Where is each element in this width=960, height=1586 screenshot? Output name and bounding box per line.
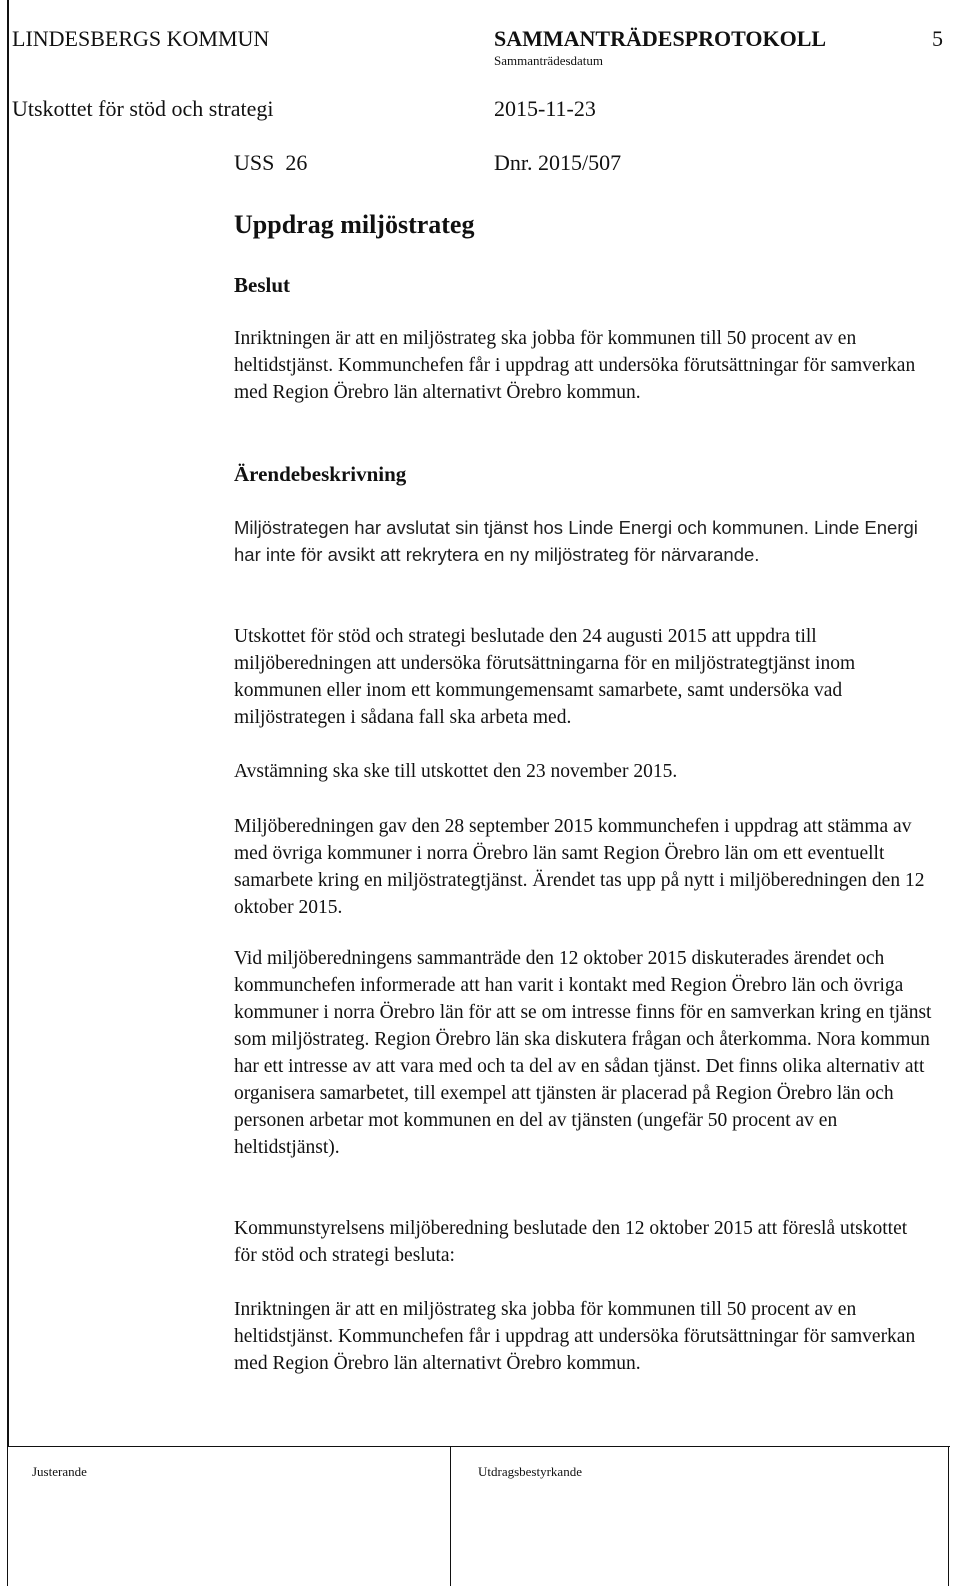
paragraph-uppdrag: Utskottet för stöd och strategi beslutade den 24 augusti 2015 att uppdra till miljöberedningen att undersöka förutsättningarna för en miljöstrategtjänst inom kommunen eller inom ett kommungemensamt samarbete, samt undersöka vad miljöstrategen i sådana fall ska arbeta med. [234,626,856,728]
paragraph-sammantrade: Vid miljöberedningens sammanträde den 12 oktober 2015 diskuterades ärendet och kommunchefen informerade att han varit i kontakt med Region Örebro län och övriga kommuner i norra Örebro län för att se om intresse finns för en samverkan kring en tjänst som miljöstrateg. Region Örebro län ska diskutera frågan och återkomma. Nora kommun har ett intresse av att vara med och ta del av en sådan tjänst. Det finns olika alternativ att organisera samarbetet, till exempel att tjänsten är placerad på Region Örebro län och personen arbetar mot kommunen en del av tjänsten (ungefär 50 procent av en heltidstjänst). [234,948,932,1158]
beslut-text: Inriktningen är att en miljöstrateg ska jobba för kommunen till 50 procent av en heltidstjänst. Kommunchefen får i uppdrag att undersöka förutsättningar för samverkan med Region Örebro län alternativt Örebro kommun. [234,328,916,403]
date-label: Sammanträdesdatum [494,53,604,68]
paragraph-forslag: Kommunstyrelsens miljöberedning beslutade den 12 oktober 2015 att föreslå utskottet för stöd och strategi besluta: [234,1218,908,1266]
footer-justerande-label: Justerande [32,1464,87,1479]
diary-number: Dnr. 2015/507 [494,150,622,175]
page-title: Uppdrag miljöstrateg [234,210,475,239]
paragraph-miljoberedningen: Miljöberedningen gav den 28 september 2015 kommunchefen i uppdrag att stämma av med övriga kommuner i norra Örebro län samt Region Örebro län om ett eventuellt samarbete kring en miljöstrategtjänst. Ärendet tas upp på nytt i miljöberedningen den 12 oktober 2015. [234,816,925,918]
paragraph-forslag-text: Inriktningen är att en miljöstrateg ska jobba för kommunen till 50 procent av en heltidstjänst. Kommunchefen får i uppdrag att undersöka förutsättningar för samverkan med Region Örebro län alternativt Örebro kommun. [234,1299,916,1374]
case-paragraph: USS 26 [234,150,308,175]
footer-left-border [7,1446,8,1586]
left-margin-rule [7,0,9,1446]
committee-name: Utskottet för stöd och strategi [12,96,274,121]
arendebeskrivning-heading: Ärendebeskrivning [234,462,407,486]
footer-utdragsbestyrkande-label: Utdragsbestyrkande [478,1464,582,1479]
organization-name: LINDESBERGS KOMMUN [12,26,270,51]
meeting-date: 2015-11-23 [494,96,596,121]
document-type: SAMMANTRÄDESPROTOKOLL [494,26,827,51]
footer-rule [7,1446,950,1447]
footer-divider [450,1446,451,1586]
arendebeskrivning-intro: Miljöstrategen har avslutat sin tjänst hos Linde Energi och kommunen. Linde Energi har inte för avsikt att rekrytera en ny miljöstrateg för närvarande. [234,517,918,565]
paragraph-avstamning: Avstämning ska ske till utskottet den 23 november 2015. [234,761,678,782]
footer-right-border [948,1446,949,1586]
page-number: 5 [932,26,943,51]
beslut-heading: Beslut [234,273,291,297]
